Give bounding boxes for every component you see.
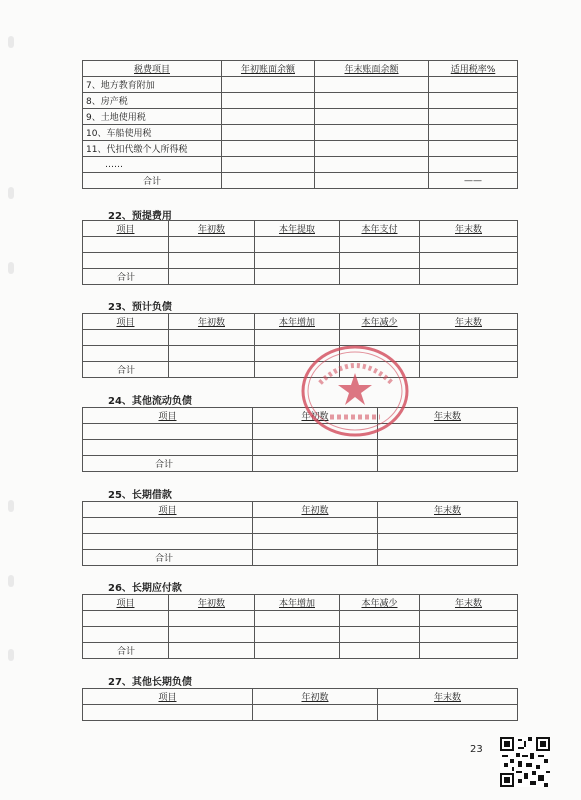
table-25 xyxy=(82,501,518,566)
tax-table xyxy=(82,60,518,189)
official-seal xyxy=(300,343,410,439)
total-row xyxy=(83,643,518,659)
col-header: 本年增加 xyxy=(255,595,340,611)
col-header: 税费项目 xyxy=(83,61,222,77)
total-row xyxy=(83,173,518,189)
col-header: 年末数 xyxy=(420,221,518,237)
section-title: 24、其他流动负债 xyxy=(108,396,192,407)
table-22 xyxy=(82,220,518,285)
col-header: 年末数 xyxy=(420,595,518,611)
col-header: 年初账面余额 xyxy=(222,61,315,77)
table-row xyxy=(83,157,518,173)
row-label: …… xyxy=(83,157,222,173)
table-27 xyxy=(82,688,518,721)
binding-hole xyxy=(8,262,14,274)
col-header: 本年减少 xyxy=(340,595,420,611)
table-row xyxy=(83,705,518,721)
binding-hole xyxy=(8,649,14,661)
col-header: 年初数 xyxy=(169,595,255,611)
table-row xyxy=(83,125,518,141)
row-label: 8、房产税 xyxy=(83,93,222,109)
section-title: 25、长期借款 xyxy=(108,490,172,501)
table-row xyxy=(83,518,518,534)
qr-code-icon xyxy=(500,737,550,787)
total-row xyxy=(83,269,518,285)
col-header: 年初数 xyxy=(169,314,255,330)
binding-hole xyxy=(8,575,14,587)
table-row xyxy=(83,611,518,627)
col-header: 年初数 xyxy=(253,689,378,705)
table-row xyxy=(83,93,518,109)
binding-hole xyxy=(8,500,14,512)
col-header: 适用税率% xyxy=(429,61,518,77)
table-row xyxy=(83,534,518,550)
binding-hole xyxy=(8,187,14,199)
total-label: 合计 xyxy=(83,550,253,566)
table-row xyxy=(83,77,518,93)
table-row xyxy=(83,109,518,125)
section-title: 27、其他长期负债 xyxy=(108,677,192,688)
section-title: 22、预提费用 xyxy=(108,211,172,222)
table-row xyxy=(83,253,518,269)
total-row xyxy=(83,456,518,472)
col-header: 本年增加 xyxy=(255,314,340,330)
col-header: 本年支付 xyxy=(340,221,420,237)
page-number: 23 xyxy=(470,744,483,755)
total-label: 合计 xyxy=(83,456,253,472)
col-header: 年初数 xyxy=(253,502,378,518)
total-row xyxy=(83,550,518,566)
col-header: 本年减少 xyxy=(340,314,420,330)
row-label: 10、车船使用税 xyxy=(83,125,222,141)
col-header: 项目 xyxy=(83,502,253,518)
col-header: 本年提取 xyxy=(255,221,340,237)
col-header: 年末数 xyxy=(378,502,518,518)
col-header: 年初数 xyxy=(253,408,378,424)
total-label: 合计 xyxy=(83,643,169,659)
table-26 xyxy=(82,594,518,659)
col-header: 项目 xyxy=(83,408,253,424)
total-rate: —— xyxy=(429,173,518,189)
col-header: 年末数 xyxy=(378,689,518,705)
row-label: 9、土地使用税 xyxy=(83,109,222,125)
col-header: 年初数 xyxy=(169,221,255,237)
table-row xyxy=(83,237,518,253)
table-row xyxy=(83,440,518,456)
col-header: 年末账面余额 xyxy=(315,61,429,77)
total-label: 合计 xyxy=(83,362,169,378)
col-header: 项目 xyxy=(83,314,169,330)
binding-hole xyxy=(8,36,14,48)
col-header: 项目 xyxy=(83,221,169,237)
section-title: 23、预计负债 xyxy=(108,302,172,313)
col-header: 项目 xyxy=(83,689,253,705)
table-row xyxy=(83,627,518,643)
row-label: 11、代扣代缴个人所得税 xyxy=(83,141,222,157)
col-header: 项目 xyxy=(83,595,169,611)
row-label: 7、地方教育附加 xyxy=(83,77,222,93)
col-header: 年末数 xyxy=(378,408,518,424)
section-title: 26、长期应付款 xyxy=(108,583,182,594)
total-label: 合计 xyxy=(83,269,169,285)
table-row xyxy=(83,141,518,157)
total-label: 合计 xyxy=(83,173,222,189)
col-header: 年末数 xyxy=(420,314,518,330)
